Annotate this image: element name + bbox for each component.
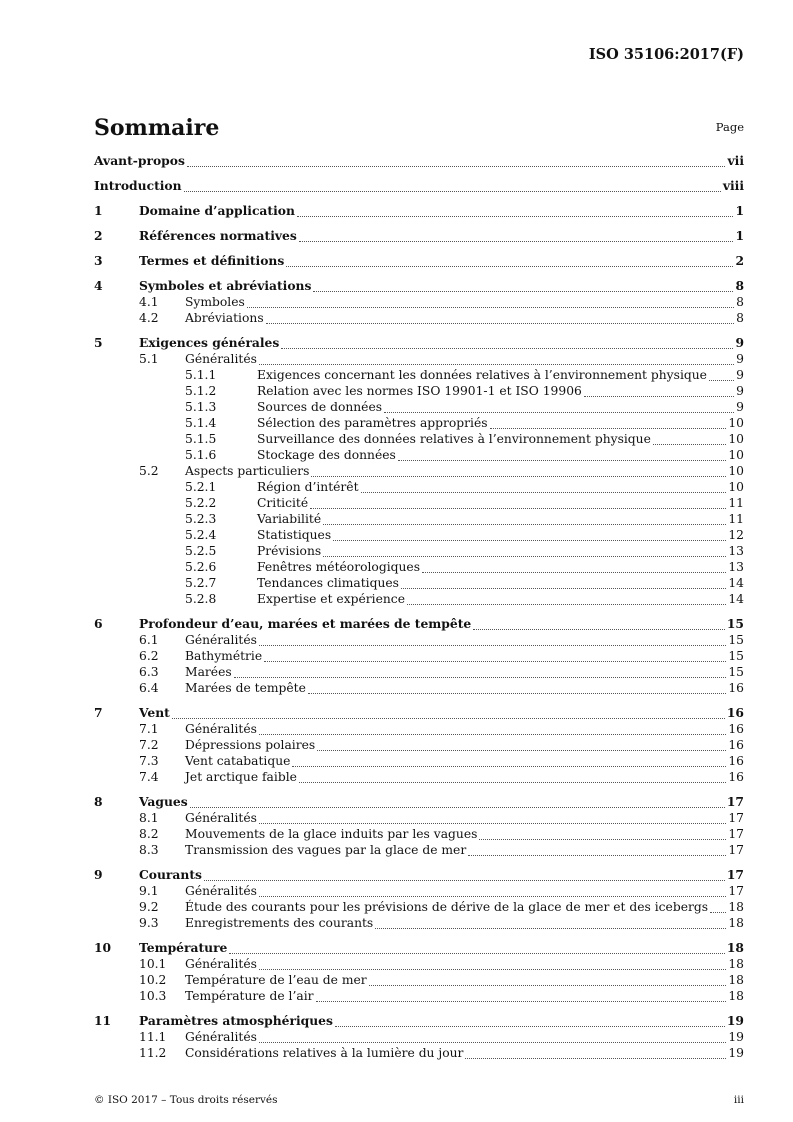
toc-entry-number: 6: [94, 616, 103, 631]
dot-leader: [299, 782, 726, 783]
dot-leader: [369, 985, 726, 986]
toc-entry[interactable]: [94, 496, 744, 512]
toc-entry-page: 18: [728, 957, 744, 971]
toc-entry-number: 6.1: [139, 633, 159, 647]
toc-entry[interactable]: [94, 665, 744, 681]
toc-entry[interactable]: [94, 229, 744, 245]
toc-entry[interactable]: [94, 544, 744, 560]
toc-entry-title: Prévisions: [257, 544, 322, 558]
toc-entry-number: 10: [94, 940, 112, 955]
toc-entry-page: 17: [726, 867, 744, 882]
toc-entry-page: 10: [728, 464, 744, 478]
toc-entry-page: 11: [728, 512, 744, 526]
toc-entry[interactable]: [94, 989, 744, 1005]
toc-entry-title: Stockage des données: [257, 448, 396, 462]
toc-entry-page: 1: [735, 203, 744, 218]
toc-entry-title: Bathymétrie: [185, 649, 263, 663]
dot-leader: [204, 880, 725, 881]
toc-entry-number: 5.2.1: [185, 480, 217, 494]
toc-entry[interactable]: [94, 336, 744, 352]
toc-entry-number: 5.1.2: [185, 384, 217, 398]
toc-entry[interactable]: [94, 384, 744, 400]
toc-entry-number: 8.1: [139, 811, 159, 825]
toc-entry-title: Courants: [139, 867, 202, 882]
toc-entry-page: 9: [736, 384, 744, 398]
toc-entry-page: 11: [728, 496, 744, 510]
toc-entry-page: 16: [728, 770, 744, 784]
toc-entry-page: 13: [728, 544, 744, 558]
toc-entry-title: Statistiques: [257, 528, 332, 542]
toc-entry[interactable]: [94, 884, 744, 900]
toc-entry-page: 16: [728, 722, 744, 736]
toc-entry-page: 14: [728, 576, 744, 590]
toc-entry-title: Sélection des paramètres appropriés: [257, 416, 488, 430]
toc-entry-page: 13: [728, 560, 744, 574]
toc-entry[interactable]: [94, 738, 744, 754]
toc-entry-title: Abréviations: [185, 311, 264, 325]
toc-entry-title: Criticité: [257, 496, 309, 510]
footer-page-number: iii: [733, 1094, 744, 1106]
toc-entry-page: 9: [736, 400, 744, 414]
toc-entry[interactable]: [94, 400, 744, 416]
toc-entry-title: Domaine d’application: [139, 203, 295, 218]
toc-entry-title: Symboles et abréviations: [139, 278, 312, 293]
dot-leader: [584, 396, 734, 397]
toc-entry-number: 5.1.6: [185, 448, 217, 462]
toc-entry-number: 9.2: [139, 900, 159, 914]
toc-entry-page: vii: [727, 153, 744, 168]
toc-entry-title: Surveillance des données relatives à l’environnement physique: [257, 432, 651, 446]
toc-entry-page: viii: [722, 178, 744, 193]
toc-entry-title: Vent catabatique: [185, 754, 291, 768]
toc-entry-title: Sources de données: [257, 400, 383, 414]
toc-entry[interactable]: [94, 480, 744, 496]
dot-leader: [398, 460, 726, 461]
dot-leader: [297, 216, 733, 217]
toc-entry-page: 12: [728, 528, 744, 542]
toc-entry[interactable]: [94, 368, 744, 384]
dot-leader: [401, 588, 726, 589]
toc-entry-number: 5.2.2: [185, 496, 217, 510]
toc-entry[interactable]: [94, 916, 744, 932]
dot-leader: [653, 444, 726, 445]
toc-entry-page: 15: [726, 616, 744, 631]
toc-entry[interactable]: [94, 770, 744, 786]
toc-entry[interactable]: [94, 1014, 744, 1030]
toc-entry-number: 11: [94, 1013, 112, 1028]
toc-entry-title: Étude des courants pour les prévisions de dérive de la glace de mer et des icebergs: [185, 900, 709, 914]
dot-leader: [465, 1058, 726, 1059]
toc-entry-number: 6.4: [139, 681, 159, 695]
dot-leader: [313, 291, 733, 292]
toc-entry-title: Région d’intérêt: [257, 480, 359, 494]
toc-entry-number: 5.1.1: [185, 368, 217, 382]
toc-entry-number: 5: [94, 335, 103, 350]
toc-entry-title: Relation avec les normes ISO 19901-1 et ISO 19906: [257, 384, 582, 398]
table-of-contents: [94, 154, 744, 1062]
toc-entry-number: 5.2.4: [185, 528, 217, 542]
toc-entry-page: 2: [735, 253, 744, 268]
dot-leader: [259, 364, 734, 365]
page-column-label: Page: [715, 120, 744, 134]
dot-leader: [264, 661, 726, 662]
toc-entry-page: 10: [728, 432, 744, 446]
toc-entry-number: 4.1: [139, 295, 159, 309]
dot-leader: [259, 823, 726, 824]
toc-entry-number: 5.1.4: [185, 416, 217, 430]
toc-entry-page: 9: [736, 368, 744, 382]
toc-entry[interactable]: [94, 706, 744, 722]
toc-entry-title: Variabilité: [257, 512, 322, 526]
toc-entry-title: Avant-propos: [94, 153, 185, 168]
toc-entry-title: Température: [139, 940, 228, 955]
toc-entry-title: Température de l’eau de mer: [185, 973, 367, 987]
dot-leader: [323, 556, 726, 557]
toc-entry-number: 5.1: [139, 352, 159, 366]
toc-entry-number: 3: [94, 253, 103, 268]
dot-leader: [299, 241, 733, 242]
toc-entry-title: Exigences concernant les données relatives à l’environnement physique: [257, 368, 707, 382]
toc-entry[interactable]: [94, 941, 744, 957]
toc-entry-title: Expertise et expérience: [257, 592, 405, 606]
toc-entry-number: 9.1: [139, 884, 159, 898]
toc-entry-title: Dépressions polaires: [185, 738, 316, 752]
dot-leader: [190, 807, 725, 808]
toc-entry-number: 4.2: [139, 311, 159, 325]
dot-leader: [308, 693, 726, 694]
toc-entry-number: 6.3: [139, 665, 159, 679]
toc-entry-title: Fenêtres météorologiques: [257, 560, 421, 574]
dot-leader: [468, 855, 726, 856]
dot-leader: [361, 492, 726, 493]
toc-entry-title: Introduction: [94, 178, 182, 193]
toc-entry-page: 9: [736, 352, 744, 366]
dot-leader: [317, 750, 726, 751]
dot-leader: [247, 307, 734, 308]
dot-leader: [323, 524, 726, 525]
toc-entry-number: 5.2.8: [185, 592, 217, 606]
toc-entry-page: 18: [728, 973, 744, 987]
toc-entry-page: 14: [728, 592, 744, 606]
toc-entry-number: 11.2: [139, 1046, 167, 1060]
toc-entry-title: Vent: [139, 705, 170, 720]
toc-entry-title: Généralités: [185, 352, 257, 366]
toc-entry-number: 10.2: [139, 973, 167, 987]
toc-entry-number: 6.2: [139, 649, 159, 663]
toc-entry[interactable]: [94, 1046, 744, 1062]
toc-entry[interactable]: [94, 868, 744, 884]
toc-entry[interactable]: [94, 512, 744, 528]
toc-entry-page: 17: [726, 794, 744, 809]
toc-entry-number: 5.2.6: [185, 560, 217, 574]
dot-leader: [473, 629, 725, 630]
toc-entry-number: 5.2.5: [185, 544, 217, 558]
toc-entry-title: Paramètres atmosphériques: [139, 1013, 333, 1028]
toc-entry[interactable]: [94, 592, 744, 608]
toc-entry[interactable]: [94, 352, 744, 368]
toc-entry[interactable]: [94, 754, 744, 770]
toc-entry-page: 16: [728, 738, 744, 752]
toc-entry[interactable]: [94, 843, 744, 859]
toc-entry-number: 5.2.3: [185, 512, 217, 526]
dot-leader: [375, 928, 726, 929]
toc-entry[interactable]: [94, 827, 744, 843]
toc-entry-title: Vagues: [139, 794, 188, 809]
toc-entry[interactable]: [94, 957, 744, 973]
dot-leader: [286, 266, 733, 267]
toc-entry[interactable]: [94, 464, 744, 480]
toc-entry-title: Jet arctique faible: [185, 770, 297, 784]
toc-entry[interactable]: [94, 295, 744, 311]
toc-entry-title: Mouvements de la glace induits par les vagues: [185, 827, 478, 841]
dot-leader: [281, 348, 733, 349]
toc-entry-number: 4: [94, 278, 103, 293]
toc-entry-title: Généralités: [185, 957, 257, 971]
toc-entry-title: Transmission des vagues par la glace de mer: [185, 843, 467, 857]
toc-entry-title: Références normatives: [139, 228, 297, 243]
toc-entry[interactable]: [94, 1030, 744, 1046]
dot-leader: [229, 953, 725, 954]
toc-entry-page: 19: [726, 1013, 744, 1028]
toc-entry-number: 5.1.3: [185, 400, 217, 414]
footer-copyright: © ISO 2017 – Tous droits réservés: [94, 1094, 278, 1106]
dot-leader: [292, 766, 726, 767]
toc-entry-page: 18: [728, 989, 744, 1003]
toc-entry-page: 19: [728, 1030, 744, 1044]
toc-entry-title: Exigences générales: [139, 335, 280, 350]
dot-leader: [310, 508, 726, 509]
toc-entry-title: Marées: [185, 665, 232, 679]
toc-entry-page: 18: [728, 900, 744, 914]
toc-entry-number: 9.3: [139, 916, 159, 930]
dot-leader: [316, 1001, 726, 1002]
toc-entry-page: 16: [726, 705, 744, 720]
toc-entry[interactable]: [94, 722, 744, 738]
toc-entry[interactable]: [94, 811, 744, 827]
toc-entry[interactable]: [94, 154, 744, 170]
toc-entry[interactable]: [94, 528, 744, 544]
dot-leader: [259, 1042, 726, 1043]
toc-entry-page: 10: [728, 480, 744, 494]
toc-entry[interactable]: [94, 311, 744, 327]
page-title: Sommaire: [94, 115, 220, 141]
toc-entry-title: Considérations relatives à la lumière du jour: [185, 1046, 464, 1060]
toc-entry[interactable]: [94, 649, 744, 665]
toc-entry-page: 17: [728, 843, 744, 857]
toc-entry-page: 18: [726, 940, 744, 955]
dot-leader: [259, 734, 726, 735]
toc-entry-number: 7.1: [139, 722, 159, 736]
dot-leader: [422, 572, 726, 573]
toc-entry-page: 8: [736, 311, 744, 325]
toc-entry-page: 17: [728, 811, 744, 825]
toc-entry-page: 9: [735, 335, 744, 350]
toc-entry[interactable]: [94, 179, 744, 195]
toc-entry-number: 1: [94, 203, 103, 218]
dot-leader: [710, 912, 726, 913]
toc-entry-title: Température de l’air: [185, 989, 314, 1003]
toc-entry-number: 10.1: [139, 957, 167, 971]
toc-entry[interactable]: [94, 204, 744, 220]
toc-entry-page: 16: [728, 681, 744, 695]
toc-entry-title: Aspects particuliers: [185, 464, 310, 478]
dot-leader: [335, 1026, 725, 1027]
toc-entry-number: 10.3: [139, 989, 167, 1003]
toc-entry-page: 18: [728, 916, 744, 930]
toc-entry-page: 8: [736, 295, 744, 309]
toc-entry-title: Généralités: [185, 1030, 257, 1044]
toc-entry-title: Tendances climatiques: [257, 576, 399, 590]
dot-leader: [259, 896, 726, 897]
toc-entry[interactable]: [94, 560, 744, 576]
toc-entry-title: Généralités: [185, 722, 257, 736]
toc-entry-title: Généralités: [185, 884, 257, 898]
toc-entry[interactable]: [94, 973, 744, 989]
toc-entry-page: 8: [735, 278, 744, 293]
toc-entry-page: 1: [735, 228, 744, 243]
dot-leader: [172, 718, 725, 719]
toc-entry[interactable]: [94, 416, 744, 432]
toc-entry[interactable]: [94, 254, 744, 270]
toc-entry[interactable]: [94, 617, 744, 633]
dot-leader: [709, 380, 734, 381]
toc-entry-title: Profondeur d’eau, marées et marées de tempête: [139, 616, 472, 631]
toc-entry-page: 10: [728, 416, 744, 430]
toc-entry-title: Enregistrements des courants: [185, 916, 374, 930]
toc-entry-page: 19: [728, 1046, 744, 1060]
toc-entry[interactable]: [94, 900, 744, 916]
toc-entry-number: 7.2: [139, 738, 159, 752]
toc-entry-number: 8.3: [139, 843, 159, 857]
toc-entry-number: 5.2.7: [185, 576, 217, 590]
dot-leader: [479, 839, 726, 840]
toc-entry-page: 15: [728, 665, 744, 679]
dot-leader: [407, 604, 726, 605]
toc-entry[interactable]: [94, 633, 744, 649]
toc-entry-number: 5.1.5: [185, 432, 217, 446]
toc-entry-title: Généralités: [185, 811, 257, 825]
toc-entry-page: 15: [728, 649, 744, 663]
document-id: ISO 35106:2017(F): [588, 46, 744, 63]
dot-leader: [333, 540, 726, 541]
toc-entry-page: 16: [728, 754, 744, 768]
toc-entry[interactable]: [94, 432, 744, 448]
toc-entry-number: 11.1: [139, 1030, 167, 1044]
toc-entry-title: Marées de tempête: [185, 681, 306, 695]
dot-leader: [187, 166, 725, 167]
toc-entry-number: 8: [94, 794, 103, 809]
toc-entry-number: 9: [94, 867, 103, 882]
toc-entry[interactable]: [94, 576, 744, 592]
dot-leader: [384, 412, 734, 413]
toc-entry[interactable]: [94, 681, 744, 697]
toc-entry-title: Termes et définitions: [139, 253, 285, 268]
dot-leader: [266, 323, 734, 324]
toc-entry-number: 7.3: [139, 754, 159, 768]
toc-entry-number: 7: [94, 705, 103, 720]
toc-entry-page: 17: [728, 884, 744, 898]
toc-entry[interactable]: [94, 279, 744, 295]
dot-leader: [234, 677, 726, 678]
toc-entry-number: 2: [94, 228, 103, 243]
toc-entry[interactable]: [94, 448, 744, 464]
toc-entry-page: 15: [728, 633, 744, 647]
toc-entry[interactable]: [94, 795, 744, 811]
toc-entry-title: Généralités: [185, 633, 257, 647]
dot-leader: [184, 191, 721, 192]
toc-entry-number: 5.2: [139, 464, 159, 478]
toc-entry-number: 8.2: [139, 827, 159, 841]
dot-leader: [259, 645, 726, 646]
dot-leader: [490, 428, 726, 429]
toc-entry-page: 10: [728, 448, 744, 462]
toc-entry-page: 17: [728, 827, 744, 841]
toc-entry-title: Symboles: [185, 295, 245, 309]
dot-leader: [259, 969, 726, 970]
toc-entry-number: 7.4: [139, 770, 159, 784]
dot-leader: [311, 476, 726, 477]
